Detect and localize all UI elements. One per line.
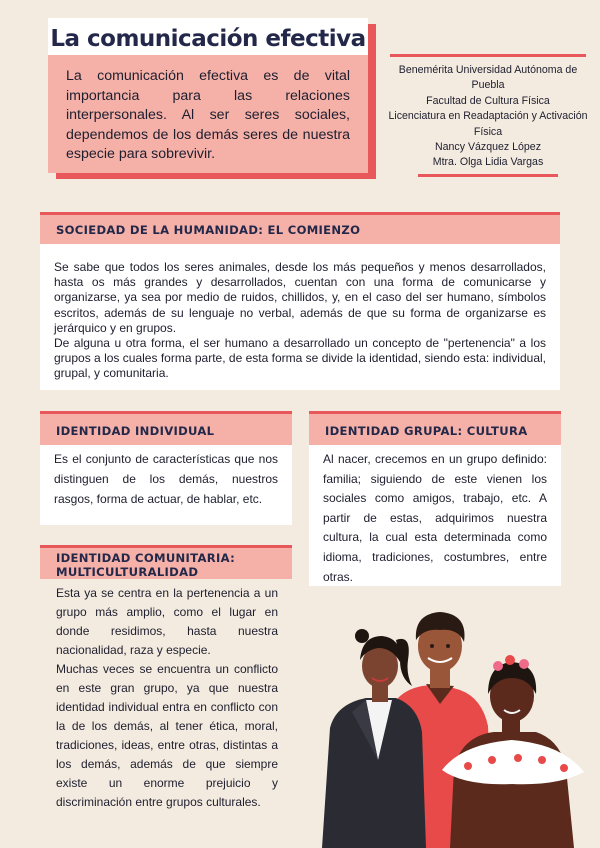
section-individual-title: IDENTIDAD INDIVIDUAL xyxy=(40,411,292,445)
credits-author: Nancy Vázquez López xyxy=(434,141,541,154)
section-sociedad-p1: Se sabe que todos los seres animales, desde los más pequeños y menos desarrollados, hasta os más grandes y desarrollados, cuentan con una forma de comunicarse y organizarse, ya sea por medio de ruidos, chillidos, y, en el caso del ser humano, símbolos escritos, además de su lenguaje no verbal, además de que su forma de organizarse es jerárquico y en grupos. xyxy=(54,260,546,335)
section-comunitaria-body xyxy=(56,584,278,812)
section-individual-text: Es el conjunto de características que nos distinguen de los demás, nuestros rasgos, forma de actuar, de hablar, etc. xyxy=(54,452,278,506)
section-comunitaria-p2: Muchas veces se encuentra un conflicto en este gran grupo, ya que nuestra identidad individual entra en conflicto con la de los demás, al tener ética, moral, tradiciones, ideas, entre otras, distintas a los demás, además de que siempre existe un enorme prejuicio y discriminación entre grupos culturales. xyxy=(56,662,278,809)
credits xyxy=(384,54,592,177)
woman-left-figure xyxy=(322,629,426,848)
section-grupal-title: IDENTIDAD GRUPAL: CULTURA xyxy=(309,411,561,445)
page-title: La comunicación efectiva xyxy=(50,26,366,52)
credits-university: Benemérita Universidad Autónoma de Puebla xyxy=(398,64,578,92)
section-sociedad xyxy=(40,212,560,390)
title-box xyxy=(48,18,368,60)
section-sociedad-body xyxy=(40,244,560,382)
credits-bottom-divider xyxy=(418,174,558,177)
section-grupal-text: Al nacer, crecemos en un grupo definido: familia; siguiendo de este vienen los sociales como amigos, trabajo, etc. A partir de estas, adquirimos nuestra cultura, la cual esta determinada como idioma, tradiciones, costumbres, entre otras. xyxy=(323,452,547,584)
credits-faculty: Facultad de Cultura Física xyxy=(426,94,550,107)
credits-program: Licenciatura en Readaptación y Activación Física xyxy=(388,110,588,138)
intro-text: La comunicación efectiva es de vital importancia para las relaciones interpersonales. Al ser seres sociales, dependemos de los demás seres de nuestra especie para sobrevivir. xyxy=(66,68,350,162)
section-comunitaria-title: IDENTIDAD COMUNITARIA: MULTICULTURALIDAD xyxy=(40,545,292,579)
section-individual xyxy=(40,411,292,525)
section-comunitaria-p1: Esta ya se centra en la pertenencia a un grupo más amplio, como el lugar en donde residimos, hasta nuestra nacionalidad, raza y especie. xyxy=(56,586,278,657)
credits-teacher: Mtra. Olga Lidia Vargas xyxy=(432,156,544,169)
section-grupal xyxy=(309,411,561,586)
section-sociedad-title: SOCIEDAD DE LA HUMANIDAD: EL COMIENZO xyxy=(40,212,560,244)
woman-right-figure xyxy=(442,655,584,848)
credits-top-divider xyxy=(390,54,586,57)
section-sociedad-p2: De alguna u otra forma, el ser humano a desarrollado un concepto de "pertenencia" a los grupos a los cuales forma parte, de esta forma se divide la identidad, siendo esta: individual, grupal, y comunitaria. xyxy=(54,336,546,381)
intro-box xyxy=(48,55,368,173)
three-people-illustration-icon xyxy=(322,600,586,848)
